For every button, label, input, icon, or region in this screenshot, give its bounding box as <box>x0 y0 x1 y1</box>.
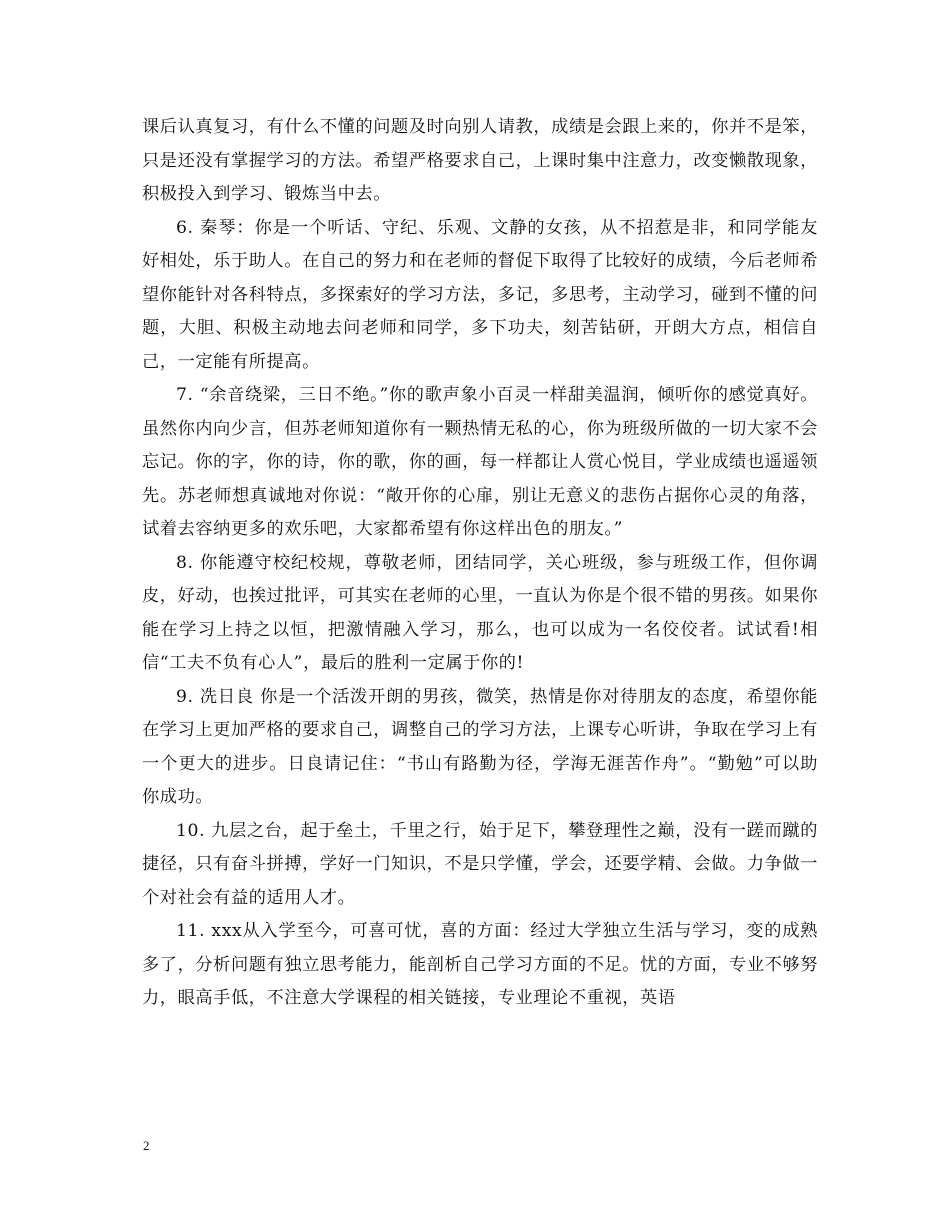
paragraph-continuation: 课后认真复习，有什么不懂的问题及时向别人请教，成绩是会跟上来的，你并不是笨，只是还没有掌握学习的方法。希望严格要求自己，上课时集中注意力，改变懒散现象，积极投入到学习、锻炼当中去。 <box>142 117 818 204</box>
paragraph-comment-9: 9. 冼日良 你是一个活泼开朗的男孩，微笑，热情是你对待朋友的态度，希望你能在学习上更加严格的要求自己，调整自己的学习方法，上课专心听讲，争取在学习上有一个更大的进步。日良请记住：“书山有路勤为径，学海无涯苦作舟”。“勤勉”可以助你成功。 <box>142 686 818 807</box>
paragraph-comment-7: 7. “余音绕梁，三日不绝。”你的歌声象小百灵一样甜美温润，倾听你的感觉真好。虽然你内向少言，但苏老师知道你有一颗热情无私的心，你为班级所做的一切大家不会忘记。你的字，你的诗，你的歌，你的画，每一样都让人赏心悦目，学业成绩也遥遥领先。苏老师想真诚地对你说：“敞开你的心扉，别让无意义的悲伤占据你心灵的角落，试着去容纳更多的欢乐吧，大家都希望有你这样出色的朋友。” <box>142 385 818 539</box>
paragraph-comment-10: 10. 九层之台，起于垒土，千里之行，始于足下，攀登理性之巅，没有一蹉而蹴的捷径，只有奋斗拼搏，学好一门知识，不是只学懂，学会，还要学精、会做。力争做一个对社会有益的适用人才。 <box>142 820 818 908</box>
paragraph-comment-8: 8. 你能遵守校纪校规，尊敬老师，团结同学，关心班级，参与班级工作，但你调皮，好动，也挨过批评，可其实在老师的心里，一直认为你是个很不错的男孩。如果你能在学习上持之以恒，把激情融入学习，那么，也可以成为一名佼佼者。试试看!相信“工夫不负有心人”，最后的胜利一定属于你的! <box>142 552 818 673</box>
page-number: 2 <box>143 1138 150 1153</box>
document-body <box>142 111 818 1016</box>
paragraph-comment-6: 6. 秦琴：你是一个听话、守纪、乐观、文静的女孩，从不招惹是非，和同学能友好相处，乐于助人。在自己的努力和在老师的督促下取得了比较好的成绩，今后老师希望你能针对各科特点，多探索好的学习方法，多记，多思考，主动学习，碰到不懂的问题，大胆、积极主动地去问老师和同学，多下功夫，刻苦钻研，开朗大方点，相信自己，一定能有所提高。 <box>142 217 818 372</box>
paragraph-comment-11: 11. xxx从入学至今，可喜可忧，喜的方面：经过大学独立生活与学习，变的成熟多了，分析问题有独立思考能力，能剖析自己学习方面的不足。忧的方面，专业不够努力，眼高手低，不注意大学课程的相关链接，专业理论不重视，英语 <box>142 921 818 1008</box>
